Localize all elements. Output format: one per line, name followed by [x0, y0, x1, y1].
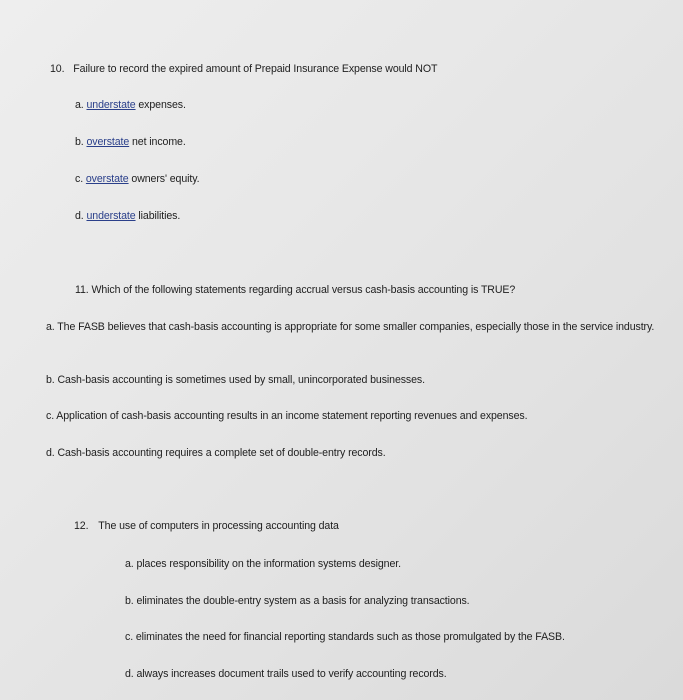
question-11-option-d: d. Cash-basis accounting requires a complete set of double-entry records. — [46, 447, 386, 459]
question-12-option-d: d. always increases document trails used to verify accounting records. — [125, 668, 447, 680]
question-10-option-b: b. overstate net income. — [75, 136, 186, 148]
question-10-number: 10. — [50, 63, 65, 75]
question-12-number: 12. — [74, 520, 89, 532]
question-10-option-d: d. understate liabilities. — [75, 210, 181, 222]
question-11-stem: 11. Which of the following statements regarding accrual versus cash-basis accounting is TRUE? — [75, 284, 516, 296]
question-12-option-a: a. places responsibility on the information systems designer. — [125, 558, 401, 570]
question-12-option-b: b. eliminates the double-entry system as a basis for analyzing transactions. — [125, 595, 470, 607]
option-keyword: understate — [86, 99, 136, 111]
question-12 — [74, 519, 339, 533]
question-12-option-c: c. eliminates the need for financial reporting standards such as those promulgated by the FASB. — [125, 631, 565, 643]
question-10 — [50, 62, 437, 76]
option-keyword: overstate — [85, 173, 129, 185]
question-10-option-a: a. understate expenses. — [75, 99, 186, 111]
question-10-stem: Failure to record the expired amount of Prepaid Insurance Expense would NOT — [73, 63, 438, 75]
question-11-option-b: b. Cash-basis accounting is sometimes used by small, unincorporated businesses. — [46, 374, 425, 386]
option-keyword: understate — [86, 210, 136, 222]
question-11-option-a: a. The FASB believes that cash-basis accounting is appropriate for some smaller companies, especially those in the service industry. — [46, 321, 655, 333]
option-keyword: overstate — [86, 136, 130, 148]
question-11-option-c: c. Application of cash-basis accounting results in an income statement reporting revenues and expenses. — [46, 410, 528, 422]
question-10-option-c: c. overstate owners' equity. — [75, 173, 200, 185]
question-12-stem: The use of computers in processing accounting data — [98, 520, 339, 532]
